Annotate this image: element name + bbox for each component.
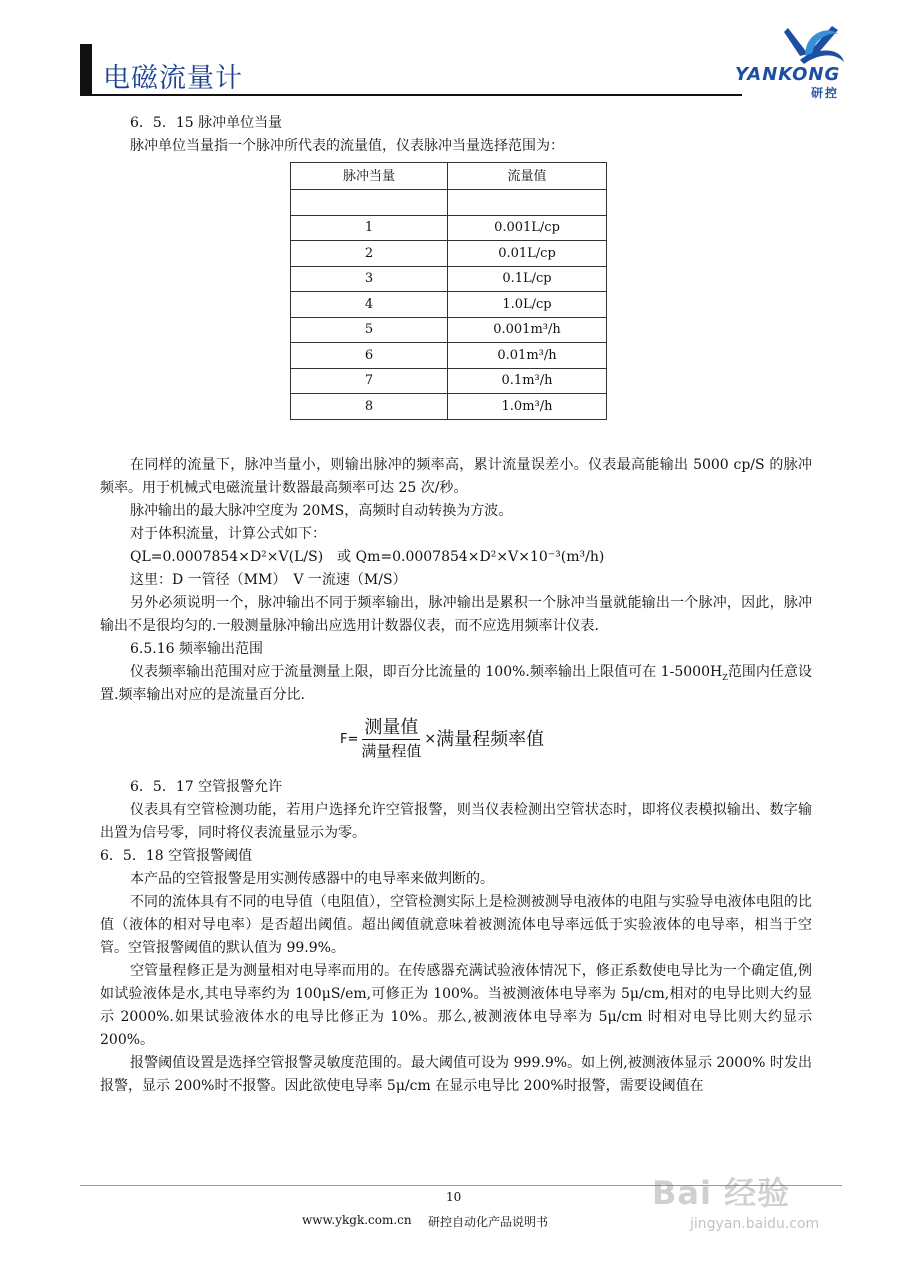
logo-wordmark: YANKONG	[735, 64, 841, 85]
yankong-logo-icon	[740, 18, 870, 104]
table-cell: 8	[291, 394, 448, 420]
table-header: 流量值	[448, 163, 607, 190]
formula-line	[100, 546, 812, 569]
formula-qm: Qm=0.0007854×D²×V×10⁻³(m³/h)	[355, 548, 605, 565]
table-cell: 0.01L/cp	[448, 241, 607, 267]
text-run: 仪表频率输出范围对应于流量测量上限，即百分比流量的 100%.频率输出上限值可在 1-5000H	[130, 663, 723, 680]
watermark-url: jingyan.baidu.com	[690, 1216, 820, 1232]
paragraph: 在同样的流量下，脉冲当量小，则输出脉冲的频率高，累计流量误差小。仪表最高能输出 5000 cp/S 的脉冲频率。用于机械式电磁流量计数器最高频率可达 25 次/秒。	[100, 456, 812, 496]
table-cell: 0.01m³/h	[448, 343, 607, 369]
table-cell: 2	[291, 241, 448, 267]
formula-ql: QL=0.0007854×D²×V(L/S)	[130, 548, 324, 565]
page-content	[100, 112, 812, 1098]
paragraph: 空管量程修正是为测量相对电导率而用的。在传感器充满试验液体情况下，修正系数使电导比为一个确定值,例如试验液体是水,其电导率约为 100μS/em,可修正为 100%。当被测液体电导率为 5μ/cm,相对的电导比则大约显示 2000%.如果试验液体水的电导比修正为 10%。那么,被测液体电导率为 5μ/cm 时相对电导比则大约显示 200%。	[100, 962, 812, 1048]
paragraph: 仪表具有空管检测功能，若用户选择允许空管报警，则当仪表检测出空管状态时，即将仪表模拟输出、数字输出置为信号零，同时将仪表流量显示为零。	[100, 801, 812, 841]
table-row	[291, 190, 607, 216]
frequency-formula	[340, 717, 812, 762]
section-15-intro: 脉冲单位当量指一个脉冲所代表的流量值，仪表脉冲当量选择范围为：	[130, 138, 564, 154]
text-run: 范围内任意设置.频率输出对应的是流量百分比.	[100, 663, 813, 703]
table-header: 脉冲当量	[291, 163, 448, 190]
table-header-row	[291, 163, 607, 190]
table-cell: 5	[291, 317, 448, 343]
section-18-heading: 6．5．18 空管报警阈值	[100, 847, 253, 864]
paragraph: 对于体积流量，计算公式如下：	[130, 525, 326, 542]
table-row	[291, 368, 607, 394]
paragraph: 本产品的空管报警是用实测传感器中的电导率来做判断的。	[130, 870, 494, 887]
fraction-numerator: 测量值	[364, 716, 419, 738]
baidu-watermark: Bai 经验	[652, 1174, 791, 1212]
table-cell: 0.1L/cp	[448, 266, 607, 292]
formula-times: ×	[424, 730, 437, 747]
formula-prefix: F=	[340, 731, 359, 747]
table-cell: 1.0L/cp	[448, 292, 607, 318]
table-cell	[291, 190, 448, 216]
table-row	[291, 317, 607, 343]
section-17-heading: 6．5．17 空管报警允许	[130, 778, 283, 795]
fraction-denominator: 满量程值	[361, 741, 422, 760]
table-cell: 1	[291, 215, 448, 241]
formula-or: 或	[337, 548, 352, 565]
footer-url: www.ykgk.com.cn	[302, 1213, 412, 1227]
paragraph: 脉冲输出的最大脉冲空度为 20MS，高频时自动转换为方波。	[130, 502, 513, 519]
paragraph: 这里：D 一管径（MM） V 一流速（M/S）	[130, 571, 407, 588]
header-bar	[80, 44, 92, 94]
formula-tail: 满量程频率值	[436, 728, 545, 750]
paragraph	[100, 661, 812, 707]
table-row	[291, 292, 607, 318]
table-cell: 4	[291, 292, 448, 318]
paragraph: 报警阈值设置是选择空管报警灵敏度范围的。最大阈值可设为 999.9%。如上例,被测液体显示 2000% 时发出报警，显示 200%时不报警。因此欲使电导率 5μ/cm 在显示电导比 200%时报警，需要设阈值在	[100, 1054, 812, 1094]
footer-text: 研控自动化产品说明书	[428, 1215, 549, 1229]
table-cell: 0.001L/cp	[448, 215, 607, 241]
table-cell: 3	[291, 266, 448, 292]
subscript: Z	[722, 672, 728, 682]
paragraph: 不同的流体具有不同的电导值（电阻值），空管检测实际上是检测被测导电液体的电阻与实验导电液体电阻的比值（液体的相对导电率）是否超出阈值。超出阈值就意味着被测流体电导率远低于实验液体的电导率，相当于空管。空管报警阈值的默认值为 99.9%。	[100, 893, 812, 956]
table-row	[291, 394, 607, 420]
table-row	[291, 343, 607, 369]
page-number: 10	[446, 1190, 462, 1204]
table-cell: 1.0m³/h	[448, 394, 607, 420]
table-row	[291, 241, 607, 267]
section-15-heading: 6．5．15 脉冲单位当量	[130, 115, 283, 131]
table-cell: 0.1m³/h	[448, 368, 607, 394]
table-cell: 7	[291, 368, 448, 394]
paragraph: 另外必须说明一个，脉冲输出不同于频率输出，脉冲输出是累积一个脉冲当量就能输出一个脉冲，因此，脉冲输出不是很均匀的.一般测量脉冲输出应选用计数器仪表，而不应选用频率计仪表.	[100, 594, 812, 634]
header-title: 电磁流量计	[103, 63, 243, 94]
table-cell: 0.001m³/h	[448, 317, 607, 343]
table-cell: 6	[291, 343, 448, 369]
logo-chinese: 研控	[811, 86, 840, 100]
section-16-heading: 6.5.16 频率输出范围	[130, 640, 263, 657]
table-row	[291, 266, 607, 292]
fraction	[361, 717, 421, 762]
table-row	[291, 215, 607, 241]
header-rule	[80, 94, 742, 96]
pulse-table	[290, 162, 607, 420]
table-cell	[448, 190, 607, 216]
